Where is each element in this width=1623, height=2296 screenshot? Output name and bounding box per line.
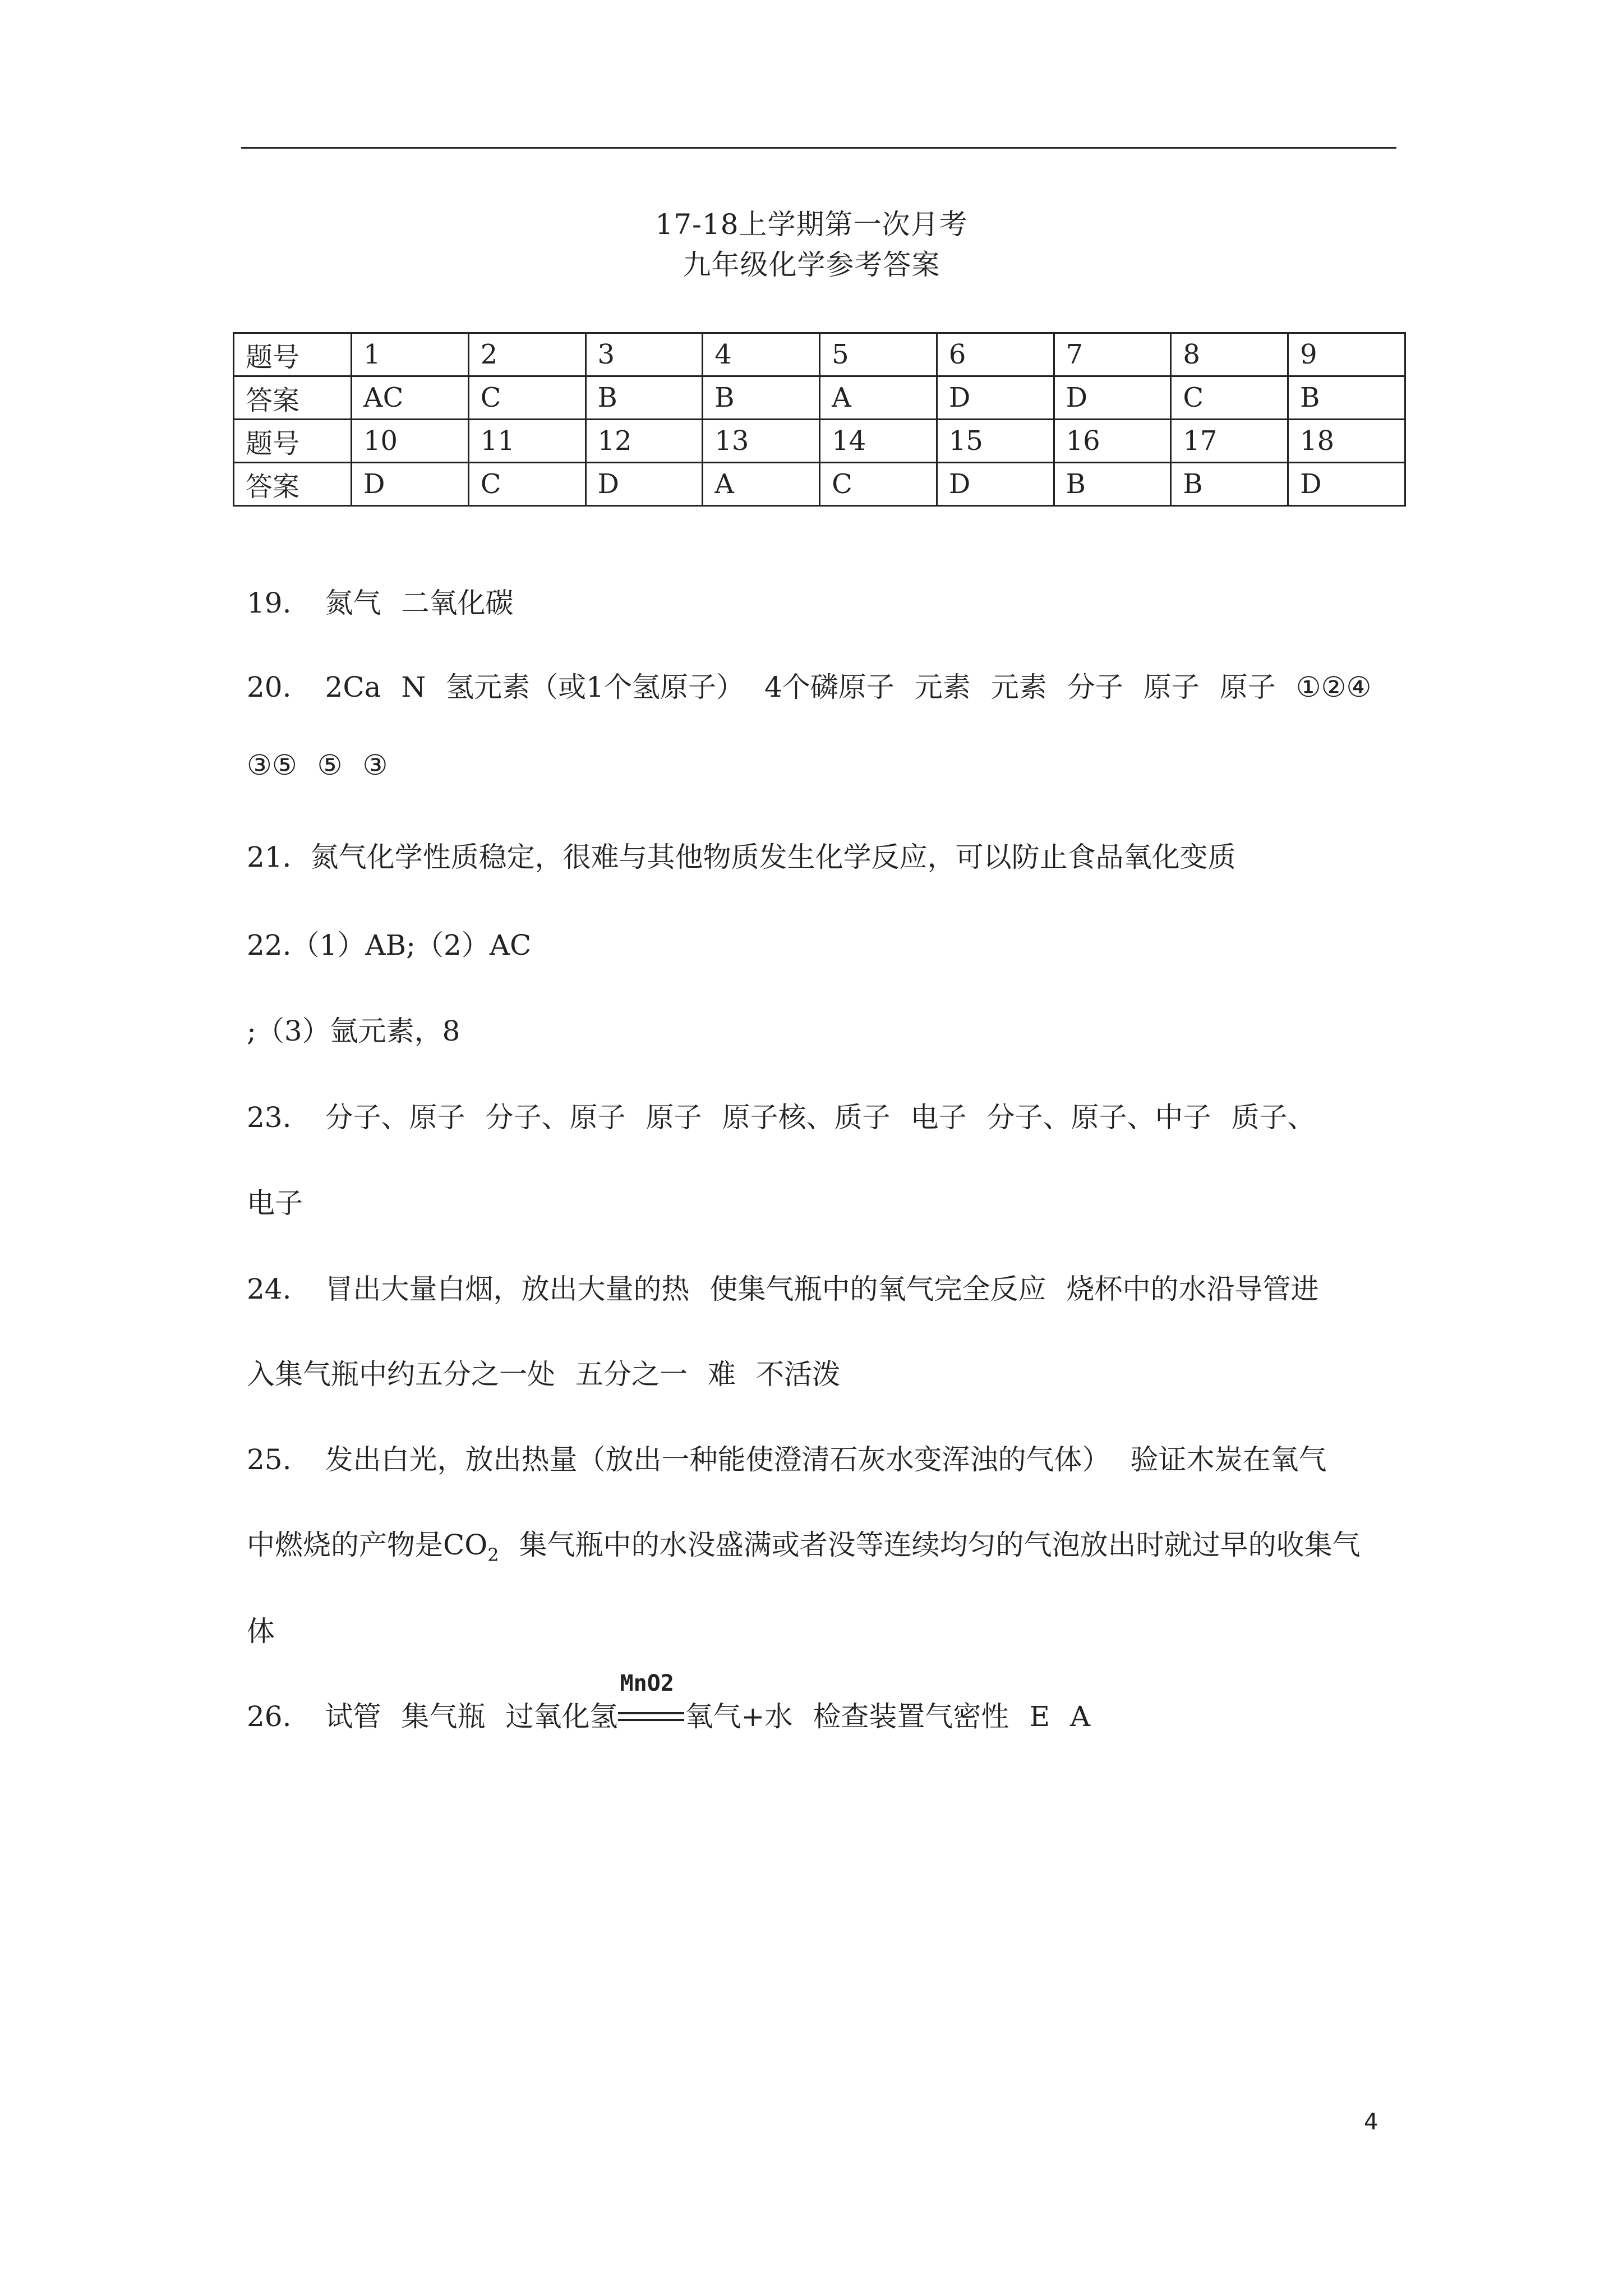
table-cell: 题号 [234, 333, 352, 376]
header-rule [241, 147, 1396, 149]
answer-text: 原子核、质子 [722, 1101, 891, 1134]
question-number: 24. [247, 1273, 292, 1305]
table-cell: 14 [820, 420, 937, 463]
answer-text: 氧气+水 [685, 1700, 793, 1733]
answer-text: 原子 [645, 1101, 702, 1134]
table-cell: A [703, 463, 820, 506]
question-number: 20. [247, 671, 292, 703]
answer-20 [247, 665, 1402, 705]
answer-text: 验证木炭在氧气 [1130, 1443, 1327, 1476]
answer-22: 22.（1）AB;（2）AC [247, 929, 532, 961]
table-cell: 7 [1054, 333, 1171, 376]
table-row [234, 463, 1405, 506]
answer-text: 电子 [910, 1101, 967, 1134]
table-cell: B [1288, 376, 1405, 420]
table-cell: D [1288, 463, 1405, 506]
table-cell: A [820, 376, 937, 420]
answer-22-continued: ;（3）氩元素，8 [247, 1015, 460, 1047]
answer-text: ①②④ [1295, 671, 1372, 703]
table-cell: 11 [468, 420, 585, 463]
table-cell: 18 [1288, 420, 1405, 463]
answer-text: E [1029, 1700, 1050, 1733]
answer-text: 分子、原子、中子 [986, 1101, 1211, 1134]
answer-text: 元素 [914, 671, 971, 703]
answer-text: ③⑤ [247, 749, 297, 781]
table-cell: 4 [703, 333, 820, 376]
table-cell: D [937, 376, 1054, 420]
table-cell: D [585, 463, 703, 506]
answer-text: 2Ca [325, 671, 381, 703]
table-cell: 5 [820, 333, 937, 376]
table-cell: 6 [937, 333, 1054, 376]
table-cell: 13 [703, 420, 820, 463]
answer-25-continued [247, 1522, 1402, 1566]
answer-text: 试管 [325, 1700, 381, 1733]
table-row [234, 420, 1405, 463]
answer-25 [247, 1437, 1402, 1478]
table-cell: 答案 [234, 376, 352, 420]
answer-text: 集气瓶 [401, 1700, 486, 1733]
table-cell: C [468, 376, 585, 420]
answer-text: 二氧化碳 [401, 587, 514, 619]
answer-table [233, 332, 1406, 507]
answer-21: 21．氮气化学性质稳定，很难与其他物质发生化学反应，可以防止食品氧化变质 [247, 841, 1236, 873]
table-cell: 9 [1288, 333, 1405, 376]
answer-24-continued [247, 1352, 1402, 1392]
answer-text: 氢元素（或1个氢原子） [446, 671, 744, 703]
answer-26 [247, 1671, 1402, 1734]
answer-text: 分子 [1067, 671, 1123, 703]
table-cell: B [703, 376, 820, 420]
answer-text: 不活泼 [756, 1358, 840, 1391]
answer-text: 发出白光，放出热量（放出一种能使澄清石灰水变浑浊的气体） [325, 1443, 1110, 1476]
table-cell: B [1054, 463, 1171, 506]
table-cell: B [1171, 463, 1288, 506]
answer-23 [247, 1095, 1402, 1135]
answer-text: 元素 [990, 671, 1047, 703]
page-number: 4 [1364, 2109, 1378, 2135]
table-cell: D [352, 463, 469, 506]
subscript: 2 [487, 1544, 499, 1566]
question-number: 19. [247, 587, 292, 619]
answer-text: N [401, 671, 426, 703]
question-number: 26. [247, 1700, 292, 1733]
answer-25-end: 体 [247, 1615, 275, 1648]
answer-text: 集气瓶中的水没盛满或者没等连续均匀的气泡放出时就过早的收集气 [519, 1529, 1361, 1561]
table-cell: 16 [1054, 420, 1171, 463]
answer-text: 使集气瓶中的氧气完全反应 [709, 1273, 1046, 1305]
table-cell: D [1054, 376, 1171, 420]
answer-text: 冒出大量白烟，放出大量的热 [325, 1273, 690, 1305]
answer-text: ③ [362, 749, 388, 781]
table-cell: 17 [1171, 420, 1288, 463]
answer-20-continued [247, 749, 1402, 781]
doc-subtitle: 九年级化学参考答案 [683, 249, 940, 281]
answer-24 [247, 1267, 1402, 1307]
catalyst-label: MnO2 [620, 1671, 674, 1696]
table-cell: 12 [585, 420, 703, 463]
doc-title: 17-18上学期第一次月考 [655, 208, 968, 241]
answer-text: 分子、原子 [325, 1101, 465, 1134]
table-row [234, 376, 1405, 420]
answer-23-continued: 电子 [247, 1187, 303, 1220]
question-number: 25. [247, 1443, 292, 1476]
table-cell: C [1171, 376, 1288, 420]
answer-19 [247, 581, 1402, 621]
table-cell: 2 [468, 333, 585, 376]
answer-text: 中燃烧的产物是CO [247, 1529, 488, 1561]
answer-text: 难 [708, 1358, 736, 1391]
question-number: 23. [247, 1101, 292, 1134]
table-cell: 3 [585, 333, 703, 376]
answer-text: 原子 [1219, 671, 1276, 703]
answer-text: 质子、 [1231, 1101, 1316, 1134]
table-cell: 8 [1171, 333, 1288, 376]
reaction-arrow [618, 1671, 685, 1730]
table-cell: 1 [352, 333, 469, 376]
table-cell: C [468, 463, 585, 506]
table-cell: 10 [352, 420, 469, 463]
table-cell: D [937, 463, 1054, 506]
table-cell: AC [352, 376, 469, 420]
answer-text: 检查装置气密性 [813, 1700, 1009, 1733]
answer-text: 过氧化氢 [505, 1700, 618, 1733]
table-cell: B [585, 376, 703, 420]
answer-text: 分子、原子 [485, 1101, 626, 1134]
table-cell: 15 [937, 420, 1054, 463]
answer-text: 入集气瓶中约五分之一处 [247, 1358, 555, 1391]
table-row [234, 333, 1405, 376]
answer-text: 4个磷原子 [764, 671, 895, 703]
table-cell: C [820, 463, 937, 506]
answer-text: A [1069, 1700, 1091, 1733]
answer-text: 烧杯中的水沿导管进 [1066, 1273, 1319, 1305]
table-cell: 题号 [234, 420, 352, 463]
answer-text: ⑤ [317, 749, 343, 781]
answer-text: 氮气 [325, 587, 381, 619]
answer-text: 原子 [1143, 671, 1200, 703]
answer-text: 五分之一 [575, 1358, 688, 1391]
table-cell: 答案 [234, 463, 352, 506]
